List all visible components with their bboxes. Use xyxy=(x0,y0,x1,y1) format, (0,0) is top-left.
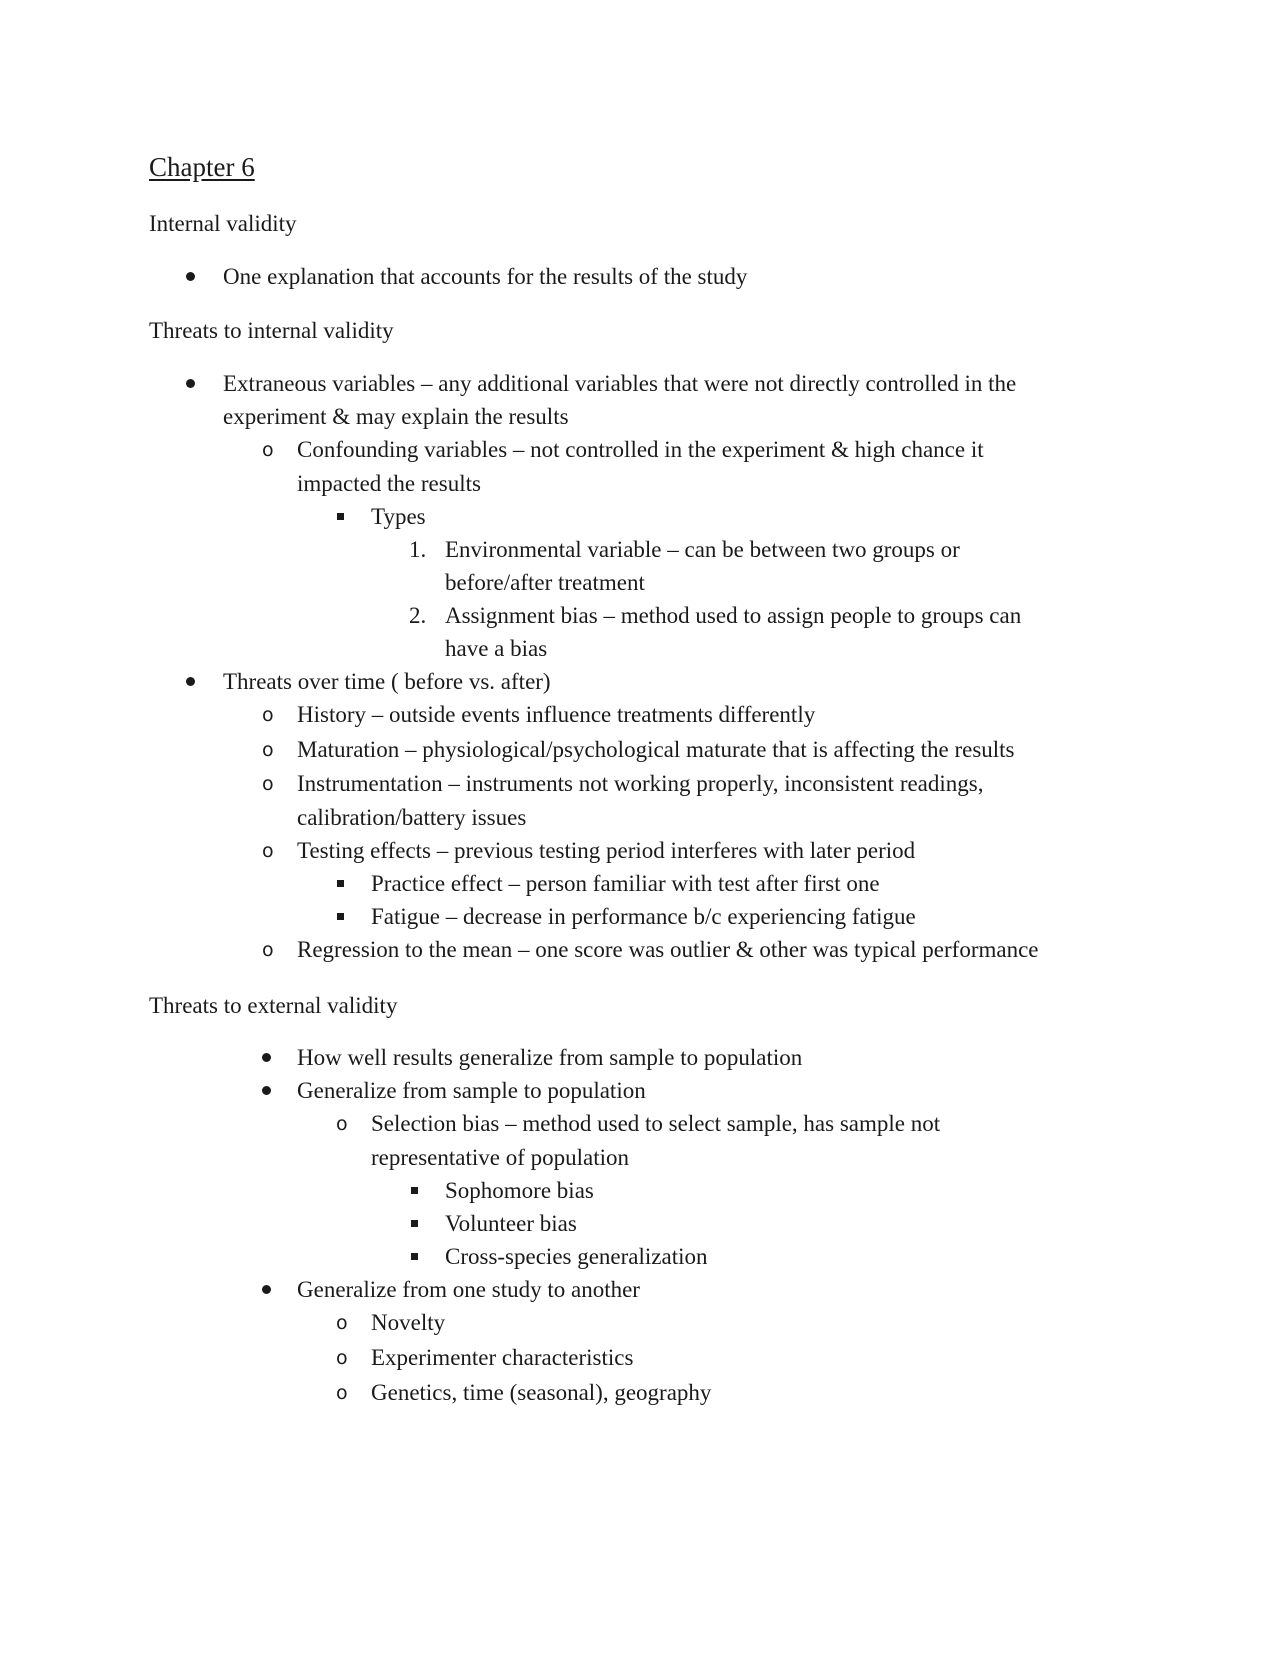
novelty-item: Novelty xyxy=(371,1310,446,1335)
type-environmental-line2: before/after treatment xyxy=(445,570,645,595)
bullet-circle-icon: o xyxy=(262,773,274,795)
chapter-title: Chapter 6 xyxy=(149,152,255,182)
cross-species-item: Cross-species generalization xyxy=(445,1244,708,1269)
bullet-disc-icon xyxy=(186,272,195,281)
type-assignment-line2: have a bias xyxy=(445,636,548,661)
confounding-line2: impacted the results xyxy=(297,471,481,496)
volunteer-bias-item: Volunteer bias xyxy=(445,1211,577,1236)
bullet-disc-icon xyxy=(262,1285,271,1294)
extraneous-line2: experiment & may explain the results xyxy=(223,404,569,429)
testing-effects-item: Testing effects – previous testing period interferes with later period xyxy=(297,838,916,863)
bullet-square-icon xyxy=(337,913,344,920)
fatigue-item: Fatigue – decrease in performance b/c experiencing fatigue xyxy=(371,904,916,929)
bullet-circle-icon: o xyxy=(262,739,274,761)
bullet-disc-icon xyxy=(262,1053,271,1062)
study-to-study-item: Generalize from one study to another xyxy=(297,1277,640,1302)
type-number: 1. xyxy=(409,537,427,562)
type-environmental-line1: Environmental variable – can be between two groups or xyxy=(445,537,960,562)
bullet-square-icon xyxy=(411,1253,418,1260)
internal-validity-heading: Internal validity xyxy=(149,211,297,236)
bullet-circle-icon: o xyxy=(336,1312,348,1334)
selection-bias-line2: representative of population xyxy=(371,1145,630,1170)
selection-bias-line1: Selection bias – method used to select sample, has sample not xyxy=(371,1111,941,1136)
history-item: History – outside events influence treatments differently xyxy=(297,702,816,727)
instrumentation-line2: calibration/battery issues xyxy=(297,805,527,830)
maturation-item: Maturation – physiological/psychological maturate that is affecting the results xyxy=(297,737,1015,762)
experimenter-item: Experimenter characteristics xyxy=(371,1345,634,1370)
threats-internal-heading: Threats to internal validity xyxy=(149,318,394,343)
bullet-disc-icon xyxy=(186,379,195,388)
bullet-disc-icon xyxy=(186,677,195,686)
bullet-square-icon xyxy=(411,1220,418,1227)
threats-over-time: Threats over time ( before vs. after) xyxy=(223,669,551,694)
regression-item: Regression to the mean – one score was outlier & other was typical performance xyxy=(297,937,1039,962)
genetics-item: Genetics, time (seasonal), geography xyxy=(371,1380,712,1405)
bullet-circle-icon: o xyxy=(336,1113,348,1135)
bullet-disc-icon xyxy=(262,1086,271,1095)
practice-effect-item: Practice effect – person familiar with test after first one xyxy=(371,871,880,896)
bullet-circle-icon: o xyxy=(262,439,274,461)
bullet-circle-icon: o xyxy=(336,1347,348,1369)
bullet-circle-icon: o xyxy=(262,840,274,862)
bullet-circle-icon: o xyxy=(262,704,274,726)
types-label: Types xyxy=(371,504,426,529)
bullet-square-icon xyxy=(337,513,344,520)
extraneous-line1: Extraneous variables – any additional variables that were not directly controlled in the xyxy=(223,371,1017,396)
threats-external-heading: Threats to external validity xyxy=(149,993,398,1018)
generalize-well-item: How well results generalize from sample to population xyxy=(297,1045,803,1070)
type-assignment-line1: Assignment bias – method used to assign people to groups can xyxy=(445,603,1022,628)
instrumentation-line1: Instrumentation – instruments not working properly, inconsistent readings, xyxy=(297,771,984,796)
confounding-line1: Confounding variables – not controlled in the experiment & high chance it xyxy=(297,437,984,462)
type-number: 2. xyxy=(409,603,427,628)
bullet-circle-icon: o xyxy=(336,1382,348,1404)
sample-to-population-item: Generalize from sample to population xyxy=(297,1078,646,1103)
bullet-square-icon xyxy=(411,1187,418,1194)
bullet-square-icon xyxy=(337,880,344,887)
internal-validity-point: One explanation that accounts for the results of the study xyxy=(223,264,748,289)
sophomore-bias-item: Sophomore bias xyxy=(445,1178,594,1203)
bullet-circle-icon: o xyxy=(262,939,274,961)
